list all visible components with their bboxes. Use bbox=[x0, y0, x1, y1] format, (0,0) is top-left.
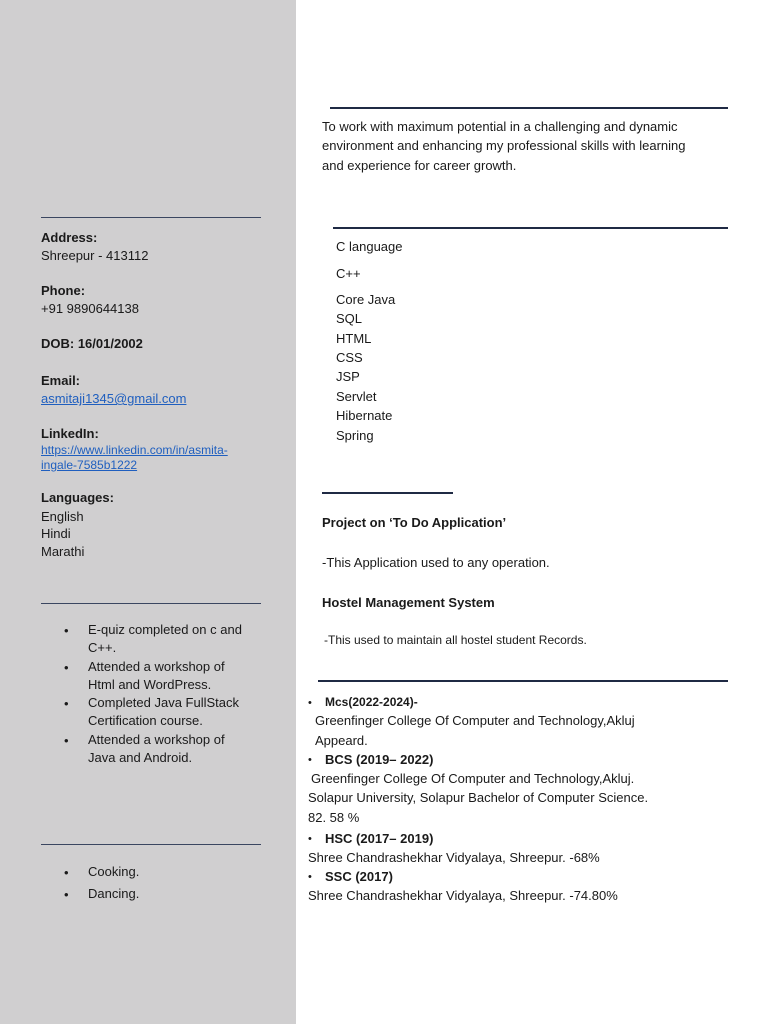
achievement-line: Attended a workshop of bbox=[88, 732, 225, 747]
education-line: Solapur University, Solapur Bachelor of Computer Science. bbox=[308, 790, 649, 805]
bullet-icon: • bbox=[64, 865, 69, 880]
linkedin-link-line2[interactable]: ingale-7585b1222 bbox=[41, 458, 138, 472]
achievement-line: Html and WordPress. bbox=[88, 677, 212, 692]
education-divider bbox=[318, 680, 728, 682]
achievement-line: Attended a workshop of bbox=[88, 659, 225, 674]
project-title: Project on ‘To Do Application’ bbox=[322, 515, 507, 530]
education-line: Shree Chandrashekhar Vidyalaya, Shreepur. -68% bbox=[308, 850, 600, 865]
education-line: Greenfinger College Of Computer and Technology,Akluj. bbox=[311, 771, 635, 786]
bullet-icon: • bbox=[308, 833, 312, 845]
contact-divider bbox=[41, 217, 261, 218]
achievements-divider bbox=[41, 603, 261, 604]
skill-item: CSS bbox=[336, 350, 363, 365]
hobby-item: Dancing. bbox=[88, 886, 140, 901]
education-line: Shree Chandrashekhar Vidyalaya, Shreepur. -74.80% bbox=[308, 888, 618, 903]
skill-item: JSP bbox=[336, 369, 360, 384]
skill-item: Hibernate bbox=[336, 408, 393, 423]
email-link[interactable]: asmitaji1345@gmail.com bbox=[41, 391, 187, 406]
language-item: English bbox=[41, 509, 84, 524]
language-item: Hindi bbox=[41, 526, 71, 541]
bullet-icon: • bbox=[64, 733, 69, 748]
address-value: Shreepur - 413112 bbox=[41, 248, 149, 263]
skill-item: HTML bbox=[336, 331, 372, 346]
language-item: Marathi bbox=[41, 544, 85, 559]
skill-item: SQL bbox=[336, 311, 363, 326]
objective-line: environment and enhancing my professional skills with learning bbox=[322, 138, 686, 153]
education-title: BCS (2019– 2022) bbox=[325, 752, 434, 767]
achievement-line: C++. bbox=[88, 640, 117, 655]
bullet-icon: • bbox=[308, 871, 312, 883]
hobbies-divider bbox=[41, 844, 261, 845]
objective-line: To work with maximum potential in a challenging and dynamic bbox=[322, 119, 678, 134]
bullet-icon: • bbox=[308, 754, 312, 766]
education-line: Greenfinger College Of Computer and Technology,Akluj bbox=[315, 713, 635, 728]
phone-value: +91 9890644138 bbox=[41, 301, 139, 316]
education-title: Mcs(2022-2024)- bbox=[325, 695, 418, 709]
dob: DOB: 16/01/2002 bbox=[41, 336, 143, 351]
achievement-line: Completed Java FullStack bbox=[88, 695, 240, 710]
objective-divider bbox=[330, 107, 728, 109]
languages-label: Languages: bbox=[41, 490, 114, 505]
skill-item: Spring bbox=[336, 428, 374, 443]
achievement-line: Java and Android. bbox=[88, 750, 193, 765]
education-line: 82. 58 % bbox=[308, 810, 360, 825]
bullet-icon: • bbox=[308, 697, 312, 709]
hobby-item: Cooking. bbox=[88, 864, 140, 879]
achievement-line: E-quiz completed on c and bbox=[88, 622, 242, 637]
bullet-icon: • bbox=[64, 696, 69, 711]
address-label: Address: bbox=[41, 230, 98, 245]
linkedin-link-line1[interactable]: https://www.linkedin.com/in/asmita- bbox=[41, 443, 228, 457]
project-desc: -This Application used to any operation. bbox=[322, 555, 550, 570]
skill-item: Servlet bbox=[336, 389, 377, 404]
skill-item: C language bbox=[336, 239, 403, 254]
skills-divider bbox=[333, 227, 728, 229]
education-title: SSC (2017) bbox=[325, 869, 393, 884]
project-desc: -This used to maintain all hostel student Records. bbox=[324, 633, 587, 647]
bullet-icon: • bbox=[64, 887, 69, 902]
phone-label: Phone: bbox=[41, 283, 86, 298]
email-label: Email: bbox=[41, 373, 81, 388]
achievement-line: Certification course. bbox=[88, 713, 203, 728]
skill-item: Core Java bbox=[336, 292, 396, 307]
projects-divider bbox=[322, 492, 453, 494]
education-title: HSC (2017– 2019) bbox=[325, 831, 434, 846]
skill-item: C++ bbox=[336, 266, 361, 281]
project-title: Hostel Management System bbox=[322, 595, 495, 610]
bullet-icon: • bbox=[64, 623, 69, 638]
education-line: Appeard. bbox=[315, 733, 368, 748]
bullet-icon: • bbox=[64, 660, 69, 675]
objective-line: and experience for career growth. bbox=[322, 158, 517, 173]
linkedin-label: LinkedIn: bbox=[41, 426, 99, 441]
